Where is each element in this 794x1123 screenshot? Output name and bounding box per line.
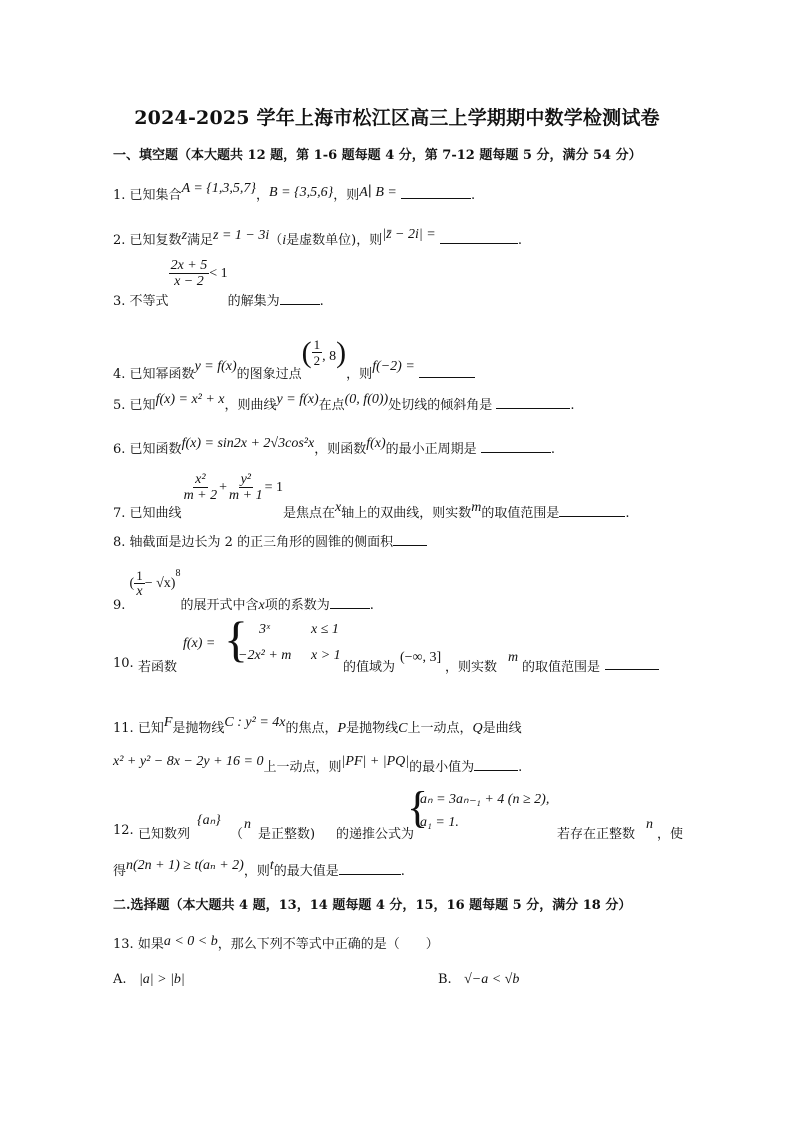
- recurrence-brace: {: [407, 783, 429, 832]
- question-7: 7. 已知曲线 $\frac{\text{x²}}{m + 2}$ + $\frac{\text{y²}}{m + 1}$ = 1是焦点在x轴上的双曲线，则实数m的取值范围是 .: [113, 472, 630, 521]
- question-11: 11. 已知F是抛物线C : y² = 4x的焦点，P是抛物线C上一动点，Q是曲线: [113, 715, 522, 736]
- answer-blank[interactable]: [481, 440, 551, 453]
- section-heading-choice: 二.选择题（本大题共 4 题，13，14 题每题 4 分，15，16 题每题 5 分，满分 18 分）: [113, 898, 632, 913]
- answer-blank[interactable]: [393, 533, 427, 546]
- answer-blank[interactable]: [474, 758, 518, 771]
- page-title: 2024-2025 学年上海市松江区高三上学期期中数学检测试卷: [134, 107, 660, 129]
- question-8: 8. 轴截面是边长为 2 的正三角形的圆锥的侧面积: [113, 531, 427, 550]
- piecewise-brace: {: [224, 611, 248, 667]
- answer-blank[interactable]: [496, 396, 570, 409]
- fraction: $\frac{\text{y²}}{m + 1}$: [229, 472, 263, 503]
- question-6: 6. 已知函数f(x) = sin2x + 2√3cos²x，则函数f(x)的最小正周期是 .: [113, 436, 555, 457]
- option-b[interactable]: B. √−a < √b: [438, 972, 520, 987]
- answer-blank[interactable]: [330, 596, 370, 609]
- fraction: $\frac{\text{x²}}{m + 2}$: [183, 472, 218, 503]
- question-2: 2. 已知复数z满足z = 1 − 3i（i是虚数单位)，则|z̄ − 2i| = .: [113, 227, 522, 248]
- question-11-cont: x² + y² − 8x − 2y + 16 = 0上一动点，则|PF| + |PQ|的最小值为 .: [113, 754, 523, 775]
- fraction: $\frac{1}{x}$: [136, 568, 143, 599]
- answer-blank[interactable]: [401, 186, 471, 199]
- fraction: $\frac{2x + 5}{x - 2}$: [170, 258, 208, 289]
- answer-blank[interactable]: [280, 292, 320, 305]
- question-9: 9. ( $\frac{1}{x}$ − √x)$^8$的展开式中含x项的系数为 .: [113, 567, 374, 613]
- question-12-cont: 得n(2n + 1) ≥ t(aₙ + 2)，则t的最大值是 .: [113, 858, 405, 879]
- fraction: $\frac{1}{2}$: [313, 337, 321, 368]
- exam-page: 2024-2025 学年上海市松江区高三上学期期中数学检测试卷 一、填空题（本大题共 12 题，第 1-6 题每题 4 分，第 7-12 题每题 5 分，满分 54 分） 1. 已知集合A = {1,3,5,7}，B = {3,5,6}，则A∣ B = . 2. 已知复数z满足z = 1 − 3i（i是虚数单位)，则|z̄ − 2i| = . 3. 不等式 $\frac{2x + 5}{x - 2}$ < 1的解集为 . 4. 已知幂函数y = f(x)的图象过点( $\frac{1}{2}$ , 8)，则f(−2) = 5. 已知f(x) = x² + x，则曲线y = f(x)在点(0, f(0))处切线的倾斜角是 . 6. 已知函数f(x) = sin2x + 2√3cos²x，则函数f(x)的最小正周期是 . 7. 已知曲线 $\frac{\text{x²}}{m + 2}$ + $\frac{\text{y²}}{m + 1}$ = 1是焦点在x轴上的双曲线，则实数m的取值范围是 . 8. 轴截面是边长为 2 的正三角形的圆锥的侧面积 9. ( $\frac{1}{x}$ − √x)$^8$的展开式中含x项的系数为 . 10. 若函数 f(x) = { 3ˣ x ≤ 1 −2x² + m x > 1 的值域为 (−∞, 3] ，则实数 m 的取值范围是 11. 已知F是抛物线C : y² = 4x的焦点，P是抛物线C上一动点，Q是曲线 x² + y² − 8x − 2y + 16 = 0上一动点，则|PF| + |PQ|的最小值为 . 12. 已知数列 {aₙ} （ n 是正整数) 的递推公式为 { aₙ = 3aₙ₋₁ + 4 (n ≥ 2), a₁ = 1. 若存在正整数 n ，使 得n(2n + 1) ≥ t(aₙ + 2)，则t的最大值是 . 二.选择题（本大题共 4 题，13，14 题每题 4 分，15，16 题每题 5 分，满分 18 分） 13. 如果a < 0 < b，那么下列不等式中正确的是（ ） A. |a| > |b| B. √−a < √b: [0, 0, 794, 1123]
- option-a[interactable]: A. |a| > |b|: [113, 972, 185, 987]
- question-13: 13. 如果a < 0 < b，那么下列不等式中正确的是（ ）: [113, 934, 439, 952]
- question-4: 4. 已知幂函数y = f(x)的图象过点( $\frac{1}{2}$ , 8)，则f(−2) =: [113, 328, 475, 366]
- answer-blank[interactable]: [605, 657, 659, 670]
- question-3: 3. 不等式 $\frac{2x + 5}{x - 2}$ < 1的解集为 .: [113, 258, 324, 309]
- question-1: 1. 已知集合A = {1,3,5,7}，B = {3,5,6}，则A∣ B = .: [113, 181, 476, 203]
- answer-blank[interactable]: [440, 231, 518, 244]
- question-5: 5. 已知f(x) = x² + x，则曲线y = f(x)在点(0, f(0))处切线的倾斜角是 .: [113, 392, 575, 413]
- answer-blank[interactable]: [419, 365, 475, 378]
- section-heading-fill-blank: 一、填空题（本大题共 12 题，第 1-6 题每题 4 分，第 7-12 题每题 5 分，满分 54 分）: [113, 148, 642, 163]
- answer-blank[interactable]: [339, 862, 401, 875]
- answer-blank[interactable]: [559, 504, 625, 517]
